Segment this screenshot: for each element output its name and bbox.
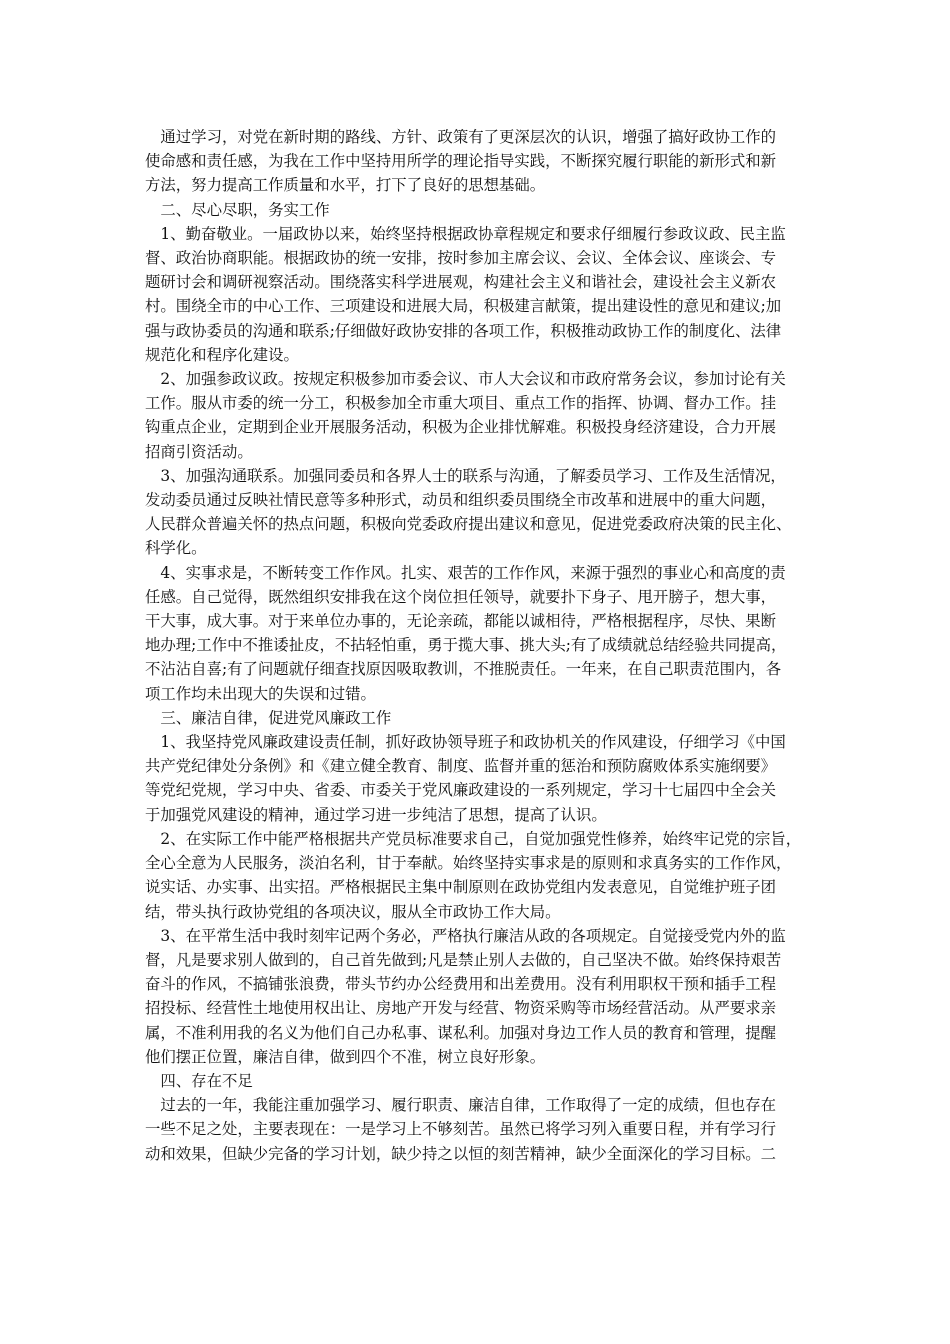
text-line: 全心全意为人民服务，淡泊名利，甘于奉献。始终坚持实事求是的原则和求真务实的工作作风，	[145, 854, 792, 873]
text-line: 四、存在不足	[145, 1071, 253, 1090]
text-line: 工作。服从市委的统一分工，积极参加全市重大项目、重点工作的指挥、协调、督办工作。挂	[145, 394, 777, 413]
text-line: 规范化和程序化建设。	[145, 345, 299, 364]
text-line: 使命感和责任感，为我在工作中坚持用所学的理论指导实践，不断探究履行职能的新形式和新	[145, 152, 777, 171]
text-line: 督、政治协商职能。根据政协的统一安排，按时参加主席会议、会议、全体会议、座谈会、专	[145, 249, 777, 268]
paragraph	[145, 1093, 810, 1166]
text-line: 强与政协委员的沟通和联系;仔细做好政协安排的各项工作，积极推动政协工作的制度化、法律	[145, 321, 782, 340]
text-line: 4、实事求是，不断转变工作作风。扎实、艰苦的工作作风，来源于强烈的事业心和高度的责	[145, 563, 786, 582]
paragraph	[145, 125, 810, 198]
text-line: 一些不足之处，主要表现在：一是学习上不够刻苦。虽然已将学习列入重要日程，并有学习行	[145, 1120, 777, 1139]
text-line: 招投标、经营性土地使用权出让、房地产开发与经营、物资采购等市场经营活动。从严要求亲	[145, 999, 777, 1018]
text-line: 共产党纪律处分条例》和《建立健全教育、制度、监督并重的惩治和预防腐败体系实施纲要》	[145, 757, 777, 776]
text-line: 2、在实际工作中能严格根据共产党员标准要求自己，自觉加强党性修养，始终牢记党的宗旨，	[145, 829, 802, 848]
text-line: 地办理;工作中不推诿扯皮，不拈轻怕重，勇于揽大事、挑大头;有了成绩就总结经验共同提高，	[145, 636, 787, 655]
paragraph	[145, 1069, 810, 1093]
text-line: 题研讨会和调研视察活动。围绕落实科学进展观，构建社会主义和谐社会，建设社会主义新农	[145, 273, 777, 292]
text-line: 招商引资活动。	[145, 442, 253, 461]
text-line: 方法，努力提高工作质量和水平，打下了良好的思想基础。	[145, 176, 546, 195]
text-line: 督，凡是要求别人做到的，自己首先做到;凡是禁止别人去做的，自己坚决不做。始终保持艰苦	[145, 950, 782, 969]
text-line: 3、加强沟通联系。加强同委员和各界人士的联系与沟通，了解委员学习、工作及生活情况，	[145, 466, 786, 485]
text-line: 不沾沾自喜;有了问题就仔细查找原因吸取教训，不推脱责任。一年来，在自己职责范围内，各	[145, 660, 782, 679]
text-line: 他们摆正位置，廉洁自律，做到四个不准，树立良好形象。	[145, 1047, 546, 1066]
text-line: 通过学习，对党在新时期的路线、方针、政策有了更深层次的认识，增强了搞好政协工作的	[145, 128, 777, 146]
text-line: 3、在平常生活中我时刻牢记两个务必，严格执行廉洁从政的各项规定。自觉接受党内外的监	[145, 926, 786, 945]
text-line: 过去的一年，我能注重加强学习、履行职责、廉洁自律，工作取得了一定的成绩，但也存在	[145, 1096, 777, 1115]
text-line: 于加强党风建设的精神，通过学习进一步纯洁了思想，提高了认识。	[145, 805, 607, 824]
text-line: 1、我坚持党风廉政建设责任制，抓好政协领导班子和政协机关的作风建设，仔细学习《中国	[145, 733, 786, 752]
text-line: 项工作均未出现大的失误和过错。	[145, 684, 376, 703]
text-line: 奋斗的作风，不搞铺张浪费，带头节约办公经费用和出差费用。没有利用职权干预和插手工程	[145, 975, 777, 994]
text-line: 等党纪党规，学习中央、省委、市委关于党风廉政建设的一系列规定，学习十七届四中全会关	[145, 781, 777, 800]
text-line: 村。围绕全市的中心工作、三项建设和进展大局，积极建言献策，提出建设性的意见和建议;加	[145, 297, 782, 316]
text-line: 任感。自己觉得，既然组织安排我在这个岗位担任领导，就要扑下身子、甩开膀子，想大事，	[145, 587, 777, 606]
document-body	[145, 125, 810, 1166]
text-line: 发动委员通过反映社情民意等多种形式，动员和组织委员围绕全市改革和进展中的重大问题，	[145, 491, 777, 510]
text-line: 钩重点企业，定期到企业开展服务活动，积极为企业排忧解难。积极投身经济建设，合力开展	[145, 418, 777, 437]
paragraph	[145, 561, 810, 706]
text-line: 人民群众普遍关怀的热点问题，积极向党委政府提出建议和意见，促进党委政府决策的民主化、	[145, 515, 792, 534]
text-line: 1、勤奋敬业。一届政协以来，始终坚持根据政协章程规定和要求仔细履行参政议政、民主监	[145, 224, 786, 243]
text-line: 二、尽心尽职，务实工作	[145, 200, 330, 219]
text-line: 2、加强参政议政。按规定积极参加市委会议、市人大会议和市政府常务会议，参加讨论有关	[145, 370, 786, 389]
text-line: 结，带头执行政协党组的各项决议，服从全市政协工作大局。	[145, 902, 561, 921]
paragraph	[145, 827, 810, 924]
text-line: 说实话、办实事、出实招。严格根据民主集中制原则在政协党组内发表意见，自觉维护班子团	[145, 878, 777, 897]
paragraph	[145, 730, 810, 827]
text-line: 三、廉洁自律，促进党风廉政工作	[145, 708, 392, 727]
text-line: 动和效果，但缺少完备的学习计划，缺少持之以恒的刻苦精神，缺少全面深化的学习目标。二	[145, 1144, 777, 1163]
paragraph	[145, 367, 810, 464]
text-line: 属，不准利用我的名义为他们自己办私事、谋私利。加强对身边工作人员的教育和管理，提醒	[145, 1023, 777, 1042]
paragraph	[145, 222, 810, 367]
paragraph	[145, 706, 810, 730]
text-line: 科学化。	[145, 539, 207, 558]
text-line: 干大事，成大事。对于来单位办事的，无论亲疏，都能以诚相待，严格根据程序，尽快、果断	[145, 612, 777, 631]
paragraph	[145, 198, 810, 222]
paragraph	[145, 464, 810, 561]
paragraph	[145, 924, 810, 1069]
